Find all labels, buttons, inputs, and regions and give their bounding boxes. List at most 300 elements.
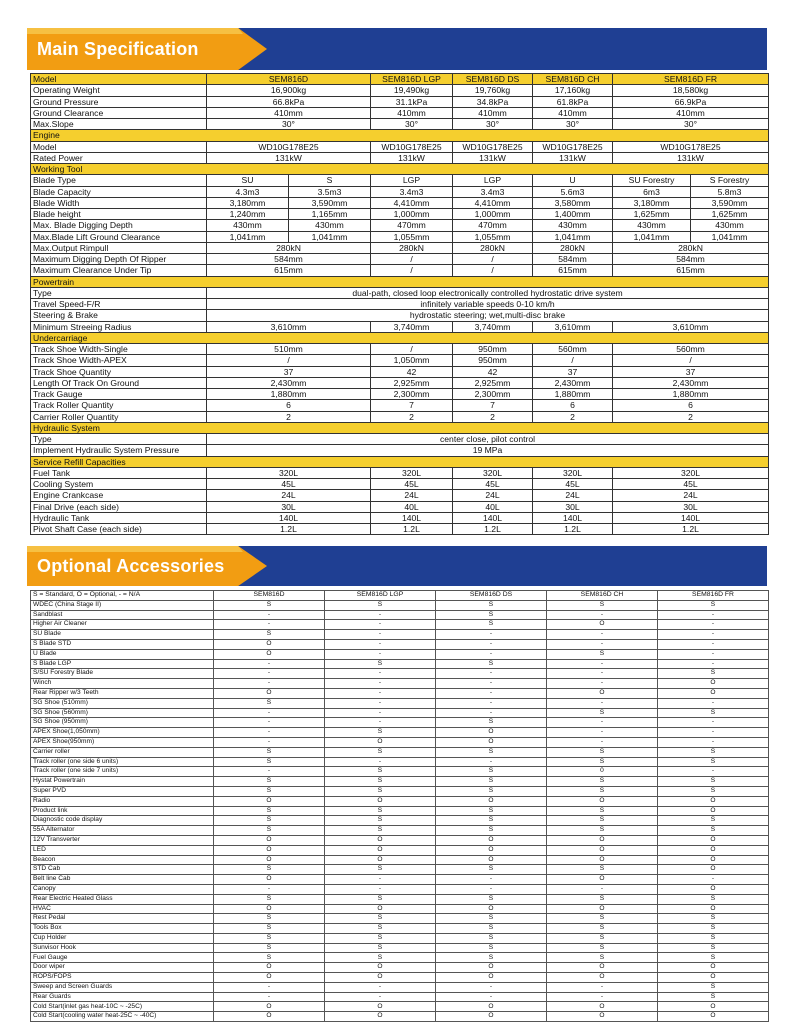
table-cell: - xyxy=(658,767,769,777)
table-cell: 2,430mm xyxy=(533,377,613,388)
spec-row xyxy=(31,141,769,152)
table-cell: 584mm xyxy=(613,254,769,265)
table-cell: O xyxy=(547,904,658,914)
spec-row xyxy=(31,197,769,208)
table-cell: 1.2L xyxy=(613,524,769,535)
accessory-row xyxy=(31,718,769,728)
table-cell: S xyxy=(658,747,769,757)
table-cell: S xyxy=(325,826,436,836)
spec-row xyxy=(31,344,769,355)
row-label: Pivot Shaft Case (each side) xyxy=(31,524,207,535)
table-cell: S xyxy=(658,757,769,767)
row-label: Max.Slope xyxy=(31,119,207,130)
row-label: Rest Pedal xyxy=(31,914,214,924)
spec-header-row xyxy=(31,74,769,85)
row-label: Service Refill Capacities xyxy=(31,456,769,467)
table-cell: S xyxy=(436,924,547,934)
table-cell: 3.4m3 xyxy=(371,186,453,197)
accessory-row xyxy=(31,630,769,640)
table-cell: S xyxy=(547,933,658,943)
table-cell: O xyxy=(214,835,325,845)
table-cell: O xyxy=(325,963,436,973)
table-cell: S xyxy=(325,816,436,826)
table-cell: S xyxy=(214,826,325,836)
spec-row xyxy=(31,355,769,366)
table-cell: S Forestry xyxy=(691,175,769,186)
table-cell: - xyxy=(214,620,325,630)
table-cell: / xyxy=(613,355,769,366)
accessory-row xyxy=(31,620,769,630)
table-cell: 1,625mm xyxy=(691,209,769,220)
table-cell: 30° xyxy=(533,119,613,130)
table-cell: 3.5m3 xyxy=(289,186,371,197)
table-cell: S xyxy=(436,953,547,963)
table-cell: S xyxy=(658,894,769,904)
table-cell: - xyxy=(325,669,436,679)
accessory-row xyxy=(31,777,769,787)
table-cell: 19 MPa xyxy=(207,445,769,456)
table-cell: - xyxy=(214,708,325,718)
accessory-row xyxy=(31,688,769,698)
row-label: Travel Speed-F/R xyxy=(31,299,207,310)
row-label: Tools Box xyxy=(31,924,214,934)
table-cell: SEM816D CH xyxy=(533,74,613,85)
table-cell: S xyxy=(436,865,547,875)
table-cell: 950mm xyxy=(453,355,533,366)
table-cell: dual-path, closed loop electronically controlled hydrostatic drive system xyxy=(207,287,769,298)
row-label: Cold Start(cooling water heat-25C ~ -40C) xyxy=(31,1012,214,1022)
table-cell: 0 xyxy=(547,767,658,777)
table-cell: 430mm xyxy=(289,220,371,231)
table-cell: S xyxy=(325,943,436,953)
table-cell: S xyxy=(325,933,436,943)
accessory-row xyxy=(31,708,769,718)
spec-section-header xyxy=(31,164,769,175)
table-cell: S xyxy=(325,600,436,610)
row-label: SG Shoe (560mm) xyxy=(31,708,214,718)
row-label: Cold Start(inlet gas heat-10C ~ -25C) xyxy=(31,1002,214,1012)
table-cell: 410mm xyxy=(207,107,371,118)
row-label: Carrier Roller Quantity xyxy=(31,411,207,422)
table-cell: O xyxy=(325,845,436,855)
accessory-row xyxy=(31,679,769,689)
table-cell: 2,300mm xyxy=(371,389,453,400)
table-cell: S xyxy=(658,914,769,924)
table-cell: O xyxy=(658,973,769,983)
table-cell: 1,041mm xyxy=(691,231,769,242)
accessory-row xyxy=(31,698,769,708)
table-cell: - xyxy=(325,708,436,718)
table-cell: 34.8kPa xyxy=(453,96,533,107)
table-cell: S xyxy=(547,894,658,904)
row-label: Undercarriage xyxy=(31,332,769,343)
table-cell: 1,055mm xyxy=(371,231,453,242)
table-cell: S xyxy=(658,777,769,787)
table-cell: 19,490kg xyxy=(371,85,453,96)
table-cell: O xyxy=(436,845,547,855)
row-label: Cup Holder xyxy=(31,933,214,943)
spec-row xyxy=(31,467,769,478)
table-cell: 410mm xyxy=(371,107,453,118)
table-cell: S xyxy=(325,806,436,816)
table-cell: O xyxy=(325,855,436,865)
table-cell: SU Forestry xyxy=(613,175,691,186)
table-cell: 6 xyxy=(533,400,613,411)
table-cell: - xyxy=(214,728,325,738)
table-cell: O xyxy=(214,855,325,865)
row-label: S Blade LGP xyxy=(31,659,214,669)
table-cell: - xyxy=(325,679,436,689)
row-label: Minimum Streeing Radius xyxy=(31,321,207,332)
table-cell: 1,000mm xyxy=(453,209,533,220)
table-cell: SEM816D DS xyxy=(436,591,547,601)
table-cell: - xyxy=(325,639,436,649)
row-label: Max. Blade Digging Depth xyxy=(31,220,207,231)
table-cell: O xyxy=(547,1002,658,1012)
main-specification-banner xyxy=(27,28,767,70)
table-cell: S xyxy=(214,747,325,757)
table-cell: - xyxy=(325,620,436,630)
table-cell: S xyxy=(658,992,769,1002)
spec-row xyxy=(31,242,769,253)
table-cell: 131kW xyxy=(533,152,613,163)
table-cell: 280kN xyxy=(207,242,371,253)
table-cell: 430mm xyxy=(613,220,691,231)
accessory-row xyxy=(31,669,769,679)
spec-row xyxy=(31,231,769,242)
row-label: Working Tool xyxy=(31,164,769,175)
table-cell: 280kN xyxy=(533,242,613,253)
table-cell: - xyxy=(658,737,769,747)
table-cell: S xyxy=(325,953,436,963)
table-cell: S xyxy=(547,747,658,757)
table-cell: S xyxy=(325,924,436,934)
row-label: Carrier roller xyxy=(31,747,214,757)
table-cell: - xyxy=(547,982,658,992)
table-cell: 430mm xyxy=(533,220,613,231)
table-cell: - xyxy=(325,718,436,728)
accessory-row xyxy=(31,904,769,914)
table-cell: O xyxy=(214,688,325,698)
table-cell: - xyxy=(547,728,658,738)
table-cell: - xyxy=(547,639,658,649)
table-cell: 1,880mm xyxy=(533,389,613,400)
table-cell: 30° xyxy=(207,119,371,130)
table-cell: - xyxy=(214,659,325,669)
table-cell: - xyxy=(214,884,325,894)
table-cell: 430mm xyxy=(691,220,769,231)
table-cell: 2,430mm xyxy=(613,377,769,388)
row-label: Type xyxy=(31,287,207,298)
row-label: Rated Power xyxy=(31,152,207,163)
table-cell: 950mm xyxy=(453,344,533,355)
table-cell: 5.8m3 xyxy=(691,186,769,197)
table-cell: O xyxy=(214,796,325,806)
accessory-row xyxy=(31,894,769,904)
table-cell: 430mm xyxy=(207,220,289,231)
accessory-row xyxy=(31,855,769,865)
table-cell: 1.2L xyxy=(533,524,613,535)
table-cell: S xyxy=(436,943,547,953)
spec-row xyxy=(31,501,769,512)
table-cell: / xyxy=(453,265,533,276)
accessory-row xyxy=(31,600,769,610)
row-label: Final Drive (each side) xyxy=(31,501,207,512)
table-cell: 1,041mm xyxy=(613,231,691,242)
table-cell: 45L xyxy=(371,479,453,490)
table-cell: 2,925mm xyxy=(371,377,453,388)
accessory-row xyxy=(31,659,769,669)
spec-row xyxy=(31,321,769,332)
table-cell: O xyxy=(658,835,769,845)
table-cell: 1.2L xyxy=(371,524,453,535)
spec-row xyxy=(31,220,769,231)
table-cell: 6 xyxy=(613,400,769,411)
table-cell: O xyxy=(547,1012,658,1022)
spec-section-header xyxy=(31,422,769,433)
table-cell: S xyxy=(325,914,436,924)
table-cell: 140L xyxy=(453,512,533,523)
table-cell: 410mm xyxy=(613,107,769,118)
table-cell: 30° xyxy=(613,119,769,130)
table-cell: S xyxy=(214,933,325,943)
table-cell: - xyxy=(325,992,436,1002)
table-cell: - xyxy=(214,992,325,1002)
spec-row xyxy=(31,299,769,310)
table-cell: O xyxy=(547,875,658,885)
table-cell: 131kW xyxy=(207,152,371,163)
spec-row xyxy=(31,524,769,535)
table-cell: S xyxy=(289,175,371,186)
table-cell: S xyxy=(325,659,436,669)
table-cell: 24L xyxy=(371,490,453,501)
table-cell: - xyxy=(547,718,658,728)
table-cell: SEM816D FR xyxy=(613,74,769,85)
row-label: U Blade xyxy=(31,649,214,659)
row-label: Cooling System xyxy=(31,479,207,490)
accessory-row xyxy=(31,816,769,826)
table-cell: 584mm xyxy=(533,254,613,265)
table-cell: - xyxy=(436,708,547,718)
table-cell: 40L xyxy=(453,501,533,512)
accessory-row xyxy=(31,875,769,885)
accessory-row xyxy=(31,884,769,894)
table-cell: SEM816D CH xyxy=(547,591,658,601)
row-label: Rear Guards xyxy=(31,992,214,1002)
table-cell: - xyxy=(436,875,547,885)
table-cell: S xyxy=(436,620,547,630)
table-cell: S xyxy=(547,953,658,963)
table-cell: 30L xyxy=(533,501,613,512)
spec-row xyxy=(31,186,769,197)
table-cell: S xyxy=(214,894,325,904)
accessory-row xyxy=(31,728,769,738)
row-label: Ground Pressure xyxy=(31,96,207,107)
spec-row xyxy=(31,411,769,422)
row-label: Max.Output Rimpull xyxy=(31,242,207,253)
accessory-row xyxy=(31,737,769,747)
table-cell: - xyxy=(658,728,769,738)
table-cell: - xyxy=(547,659,658,669)
table-cell: - xyxy=(436,630,547,640)
accessory-row xyxy=(31,924,769,934)
spec-row xyxy=(31,119,769,130)
table-cell: S xyxy=(436,786,547,796)
table-cell: O xyxy=(658,679,769,689)
table-cell: 61.8kPa xyxy=(533,96,613,107)
spec-row xyxy=(31,400,769,411)
optional-accessories-banner xyxy=(27,546,767,586)
row-label: Model xyxy=(31,74,207,85)
table-cell: 4.3m3 xyxy=(207,186,289,197)
table-cell: S xyxy=(658,600,769,610)
spec-section-header xyxy=(31,276,769,287)
spec-row xyxy=(31,287,769,298)
table-cell: infinitely variable speeds 0-10 km/h xyxy=(207,299,769,310)
table-cell: O xyxy=(436,796,547,806)
table-cell: 2,925mm xyxy=(453,377,533,388)
row-label: Fuel Gauge xyxy=(31,953,214,963)
table-cell: S xyxy=(547,943,658,953)
table-cell: S xyxy=(325,747,436,757)
table-cell: 45L xyxy=(533,479,613,490)
row-label: ROPS/FOPS xyxy=(31,973,214,983)
spec-row xyxy=(31,96,769,107)
row-label: Fuel Tank xyxy=(31,467,207,478)
spec-row xyxy=(31,175,769,186)
accessory-row xyxy=(31,835,769,845)
table-cell: O xyxy=(214,973,325,983)
row-label: Sunvisor Hook xyxy=(31,943,214,953)
table-cell: 37 xyxy=(207,366,371,377)
table-cell: - xyxy=(658,698,769,708)
table-cell: S xyxy=(658,924,769,934)
row-label: Diagnostic code display xyxy=(31,816,214,826)
row-label: Steering & Brake xyxy=(31,310,207,321)
section-title: Optional Accessories xyxy=(37,555,225,576)
table-cell: O xyxy=(214,875,325,885)
table-cell: / xyxy=(371,265,453,276)
table-cell: O xyxy=(436,835,547,845)
row-label: S Blade STD xyxy=(31,639,214,649)
row-label: STD Cab xyxy=(31,865,214,875)
table-cell: S xyxy=(658,982,769,992)
table-cell: - xyxy=(436,992,547,1002)
row-label: Door wiper xyxy=(31,963,214,973)
table-cell: 40L xyxy=(371,501,453,512)
table-cell: 3,610mm xyxy=(207,321,371,332)
table-cell: - xyxy=(325,610,436,620)
table-cell: 140L xyxy=(207,512,371,523)
table-cell: / xyxy=(533,355,613,366)
table-cell: - xyxy=(325,649,436,659)
spec-row xyxy=(31,265,769,276)
table-cell: S xyxy=(436,767,547,777)
table-cell: S xyxy=(325,767,436,777)
spec-row xyxy=(31,254,769,265)
table-cell: S xyxy=(547,816,658,826)
spec-section-header xyxy=(31,130,769,141)
table-cell: 2 xyxy=(533,411,613,422)
table-cell: O xyxy=(325,1012,436,1022)
table-cell: - xyxy=(547,737,658,747)
accessory-row xyxy=(31,914,769,924)
table-cell: 66.8kPa xyxy=(207,96,371,107)
table-cell: S xyxy=(436,777,547,787)
table-cell: 1,880mm xyxy=(207,389,371,400)
table-cell: / xyxy=(371,344,453,355)
table-cell: U xyxy=(533,175,613,186)
row-label: Rear Electric Heated Glass xyxy=(31,894,214,904)
spec-row xyxy=(31,209,769,220)
table-cell: 24L xyxy=(533,490,613,501)
accessory-row xyxy=(31,610,769,620)
row-label: Belt line Cab xyxy=(31,875,214,885)
table-cell: SEM816D LGP xyxy=(371,74,453,85)
table-cell: 560mm xyxy=(533,344,613,355)
row-label: Engine Crankcase xyxy=(31,490,207,501)
accessory-row xyxy=(31,796,769,806)
table-cell: S xyxy=(214,816,325,826)
accessory-row xyxy=(31,933,769,943)
table-cell: S xyxy=(436,600,547,610)
table-cell: O xyxy=(436,963,547,973)
table-cell: 410mm xyxy=(453,107,533,118)
accessory-row xyxy=(31,953,769,963)
table-cell: - xyxy=(547,884,658,894)
table-cell: / xyxy=(207,355,371,366)
table-cell: S xyxy=(214,600,325,610)
table-cell: O xyxy=(658,963,769,973)
accessories-header-row xyxy=(31,591,769,601)
table-cell: 510mm xyxy=(207,344,371,355)
row-label: Blade Width xyxy=(31,197,207,208)
table-cell: S xyxy=(547,865,658,875)
table-cell: 280kN xyxy=(371,242,453,253)
table-cell: S xyxy=(547,806,658,816)
table-cell: 410mm xyxy=(533,107,613,118)
table-cell: O xyxy=(547,855,658,865)
table-cell: SU xyxy=(207,175,289,186)
table-cell: 30° xyxy=(371,119,453,130)
table-cell: 3,740mm xyxy=(371,321,453,332)
table-cell: 1.2L xyxy=(207,524,371,535)
row-label: Type xyxy=(31,434,207,445)
table-cell: S xyxy=(214,757,325,767)
row-label: Operating Weight xyxy=(31,85,207,96)
table-cell: O xyxy=(658,855,769,865)
table-cell: S xyxy=(436,610,547,620)
table-cell: O xyxy=(325,1002,436,1012)
table-cell: O xyxy=(214,1002,325,1012)
table-cell: - xyxy=(325,875,436,885)
table-cell: 2 xyxy=(453,411,533,422)
table-cell: O xyxy=(214,1012,325,1022)
table-cell: 320L xyxy=(207,467,371,478)
table-cell: 37 xyxy=(613,366,769,377)
table-cell: SEM816D xyxy=(207,74,371,85)
row-label: SU Blade xyxy=(31,630,214,640)
table-cell: 131kW xyxy=(371,152,453,163)
table-cell: S xyxy=(214,630,325,640)
table-cell: - xyxy=(436,639,547,649)
accessory-row xyxy=(31,806,769,816)
table-cell: O xyxy=(214,845,325,855)
table-cell: S xyxy=(325,894,436,904)
table-cell: - xyxy=(436,884,547,894)
table-cell: S xyxy=(214,914,325,924)
table-cell: S xyxy=(547,600,658,610)
